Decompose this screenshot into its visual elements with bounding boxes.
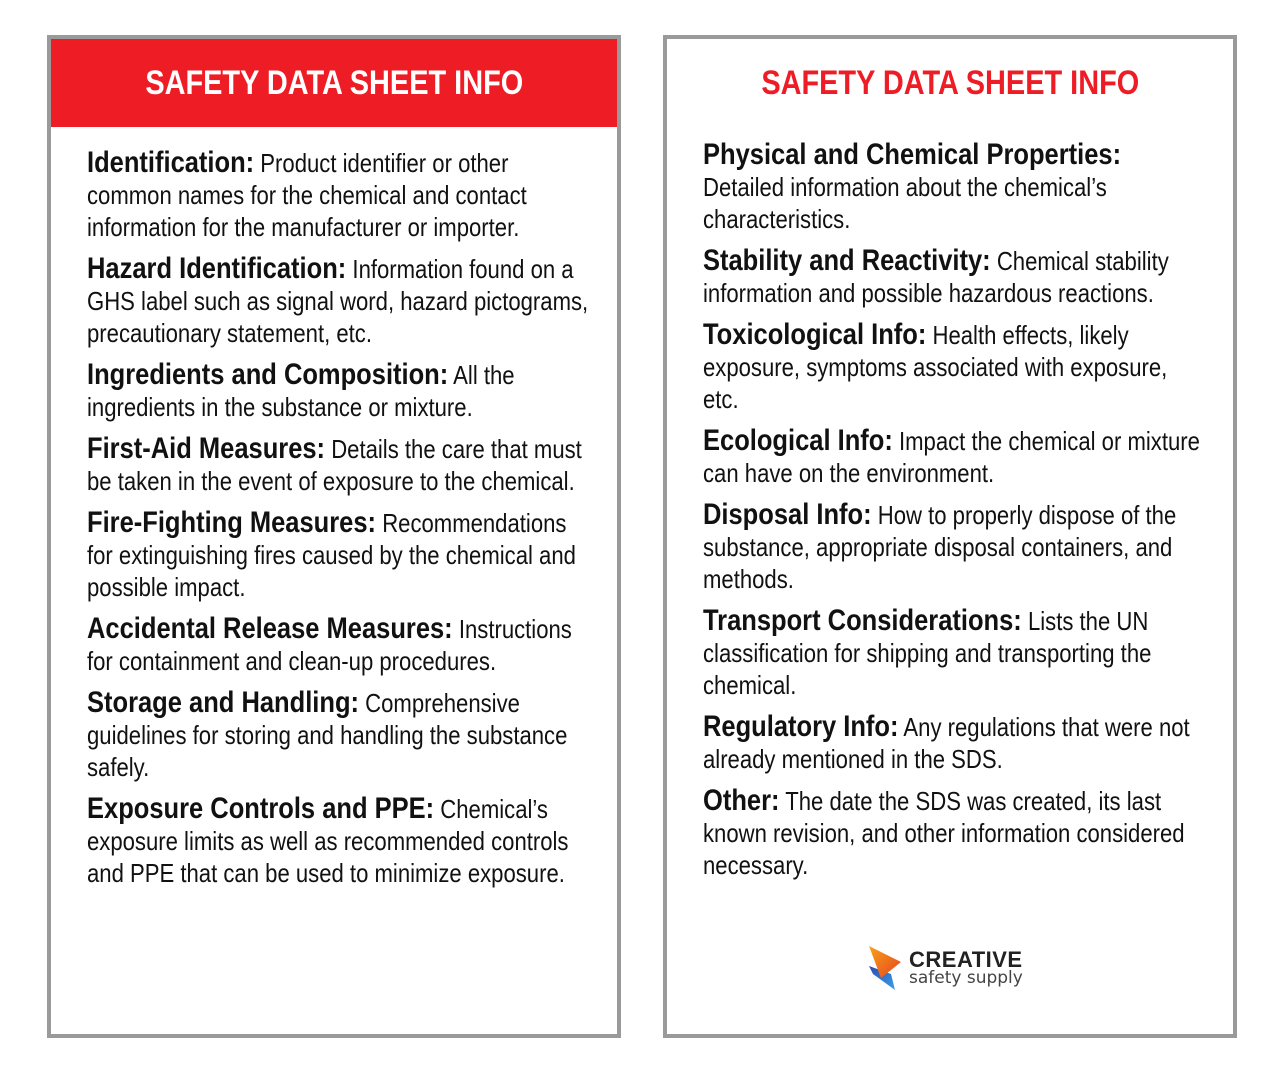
- section-text: The date the SDS was created, its last known revision, and other information considered necessary.: [703, 786, 1185, 880]
- section-heading: Exposure Controls and PPE:: [87, 792, 435, 825]
- section-text: Comprehensive guidelines for storing and handling the substance safely.: [87, 688, 568, 782]
- sds-card-right: [663, 35, 1237, 1038]
- section-heading: Ecological Info:: [703, 424, 893, 457]
- card-title: SAFETY DATA SHEET INFO: [145, 63, 523, 102]
- section-text: Recommendations for extinguishing fires caused by the chemical and possible impact.: [87, 508, 576, 602]
- logo-line2: safety supply: [909, 967, 1023, 988]
- section-heading: Other:: [703, 784, 780, 817]
- card-title: SAFETY DATA SHEET INFO: [761, 63, 1139, 102]
- sds-section: [87, 359, 589, 423]
- sds-section: [87, 793, 589, 889]
- section-text: Chemical’s exposure limits as well as recommended controls and PPE that can be used to minimize exposure.: [87, 794, 569, 888]
- section-text: Details the care that must be taken in the event of exposure to the chemical.: [87, 434, 582, 496]
- creative-safety-supply-logo: [867, 944, 1023, 992]
- sds-card-left: [47, 35, 621, 1038]
- sds-section: [703, 319, 1205, 415]
- sds-section: [87, 253, 589, 349]
- section-text: Detailed information about the chemical’s characteristics.: [703, 172, 1107, 234]
- section-text: Information found on a GHS label such as signal word, hazard pictograms, precautionary statement, etc.: [87, 254, 589, 348]
- sds-section: [87, 687, 589, 783]
- logo-line1: CREATIVE: [909, 946, 1023, 972]
- section-text: Impact the chemical or mixture can have on the environment.: [703, 426, 1200, 488]
- section-heading: Hazard Identification:: [87, 252, 347, 285]
- section-text: Lists the UN classification for shipping and transporting the chemical.: [703, 606, 1152, 700]
- section-heading: Regulatory Info:: [703, 710, 899, 743]
- sds-section: [87, 507, 589, 603]
- sds-section: [703, 785, 1205, 881]
- section-heading: First-Aid Measures:: [87, 432, 326, 465]
- item-list: [703, 139, 1205, 891]
- logo-mark-icon: [867, 944, 905, 992]
- section-text: Instructions for containment and clean-up procedures.: [87, 614, 572, 676]
- sds-section: [703, 245, 1205, 309]
- section-text: Chemical stability information and possible hazardous reactions.: [703, 246, 1169, 308]
- section-heading: Storage and Handling:: [87, 686, 360, 719]
- section-heading: Identification:: [87, 146, 255, 179]
- section-heading: Fire-Fighting Measures:: [87, 506, 377, 539]
- sds-section: [703, 605, 1205, 701]
- section-text: Health effects, likely exposure, symptoms associated with exposure, etc.: [703, 320, 1168, 414]
- section-heading: Stability and Reactivity:: [703, 244, 991, 277]
- sds-section: [87, 613, 589, 677]
- sds-section: [703, 711, 1205, 775]
- section-heading: Transport Considerations:: [703, 604, 1022, 637]
- sds-section: [703, 139, 1205, 235]
- section-text: How to properly dispose of the substance, appropriate disposal containers, and methods.: [703, 500, 1177, 594]
- section-text: Any regulations that were not already mentioned in the SDS.: [703, 712, 1190, 774]
- sds-section: [87, 147, 589, 243]
- item-list: [87, 147, 589, 899]
- section-heading: Ingredients and Composition:: [87, 358, 449, 391]
- sds-section: [703, 425, 1205, 489]
- sds-section: [87, 433, 589, 497]
- card-header: [667, 39, 1233, 127]
- sds-section: [703, 499, 1205, 595]
- card-header: [51, 39, 617, 127]
- section-text: Product identifier or other common names for the chemical and contact information for the manufacturer or importer.: [87, 148, 527, 242]
- section-heading: Physical and Chemical Properties:: [703, 138, 1122, 171]
- section-heading: Disposal Info:: [703, 498, 872, 531]
- section-heading: Toxicological Info:: [703, 318, 927, 351]
- section-text: All the ingredients in the substance or mixture.: [87, 360, 515, 422]
- section-heading: Accidental Release Measures:: [87, 612, 453, 645]
